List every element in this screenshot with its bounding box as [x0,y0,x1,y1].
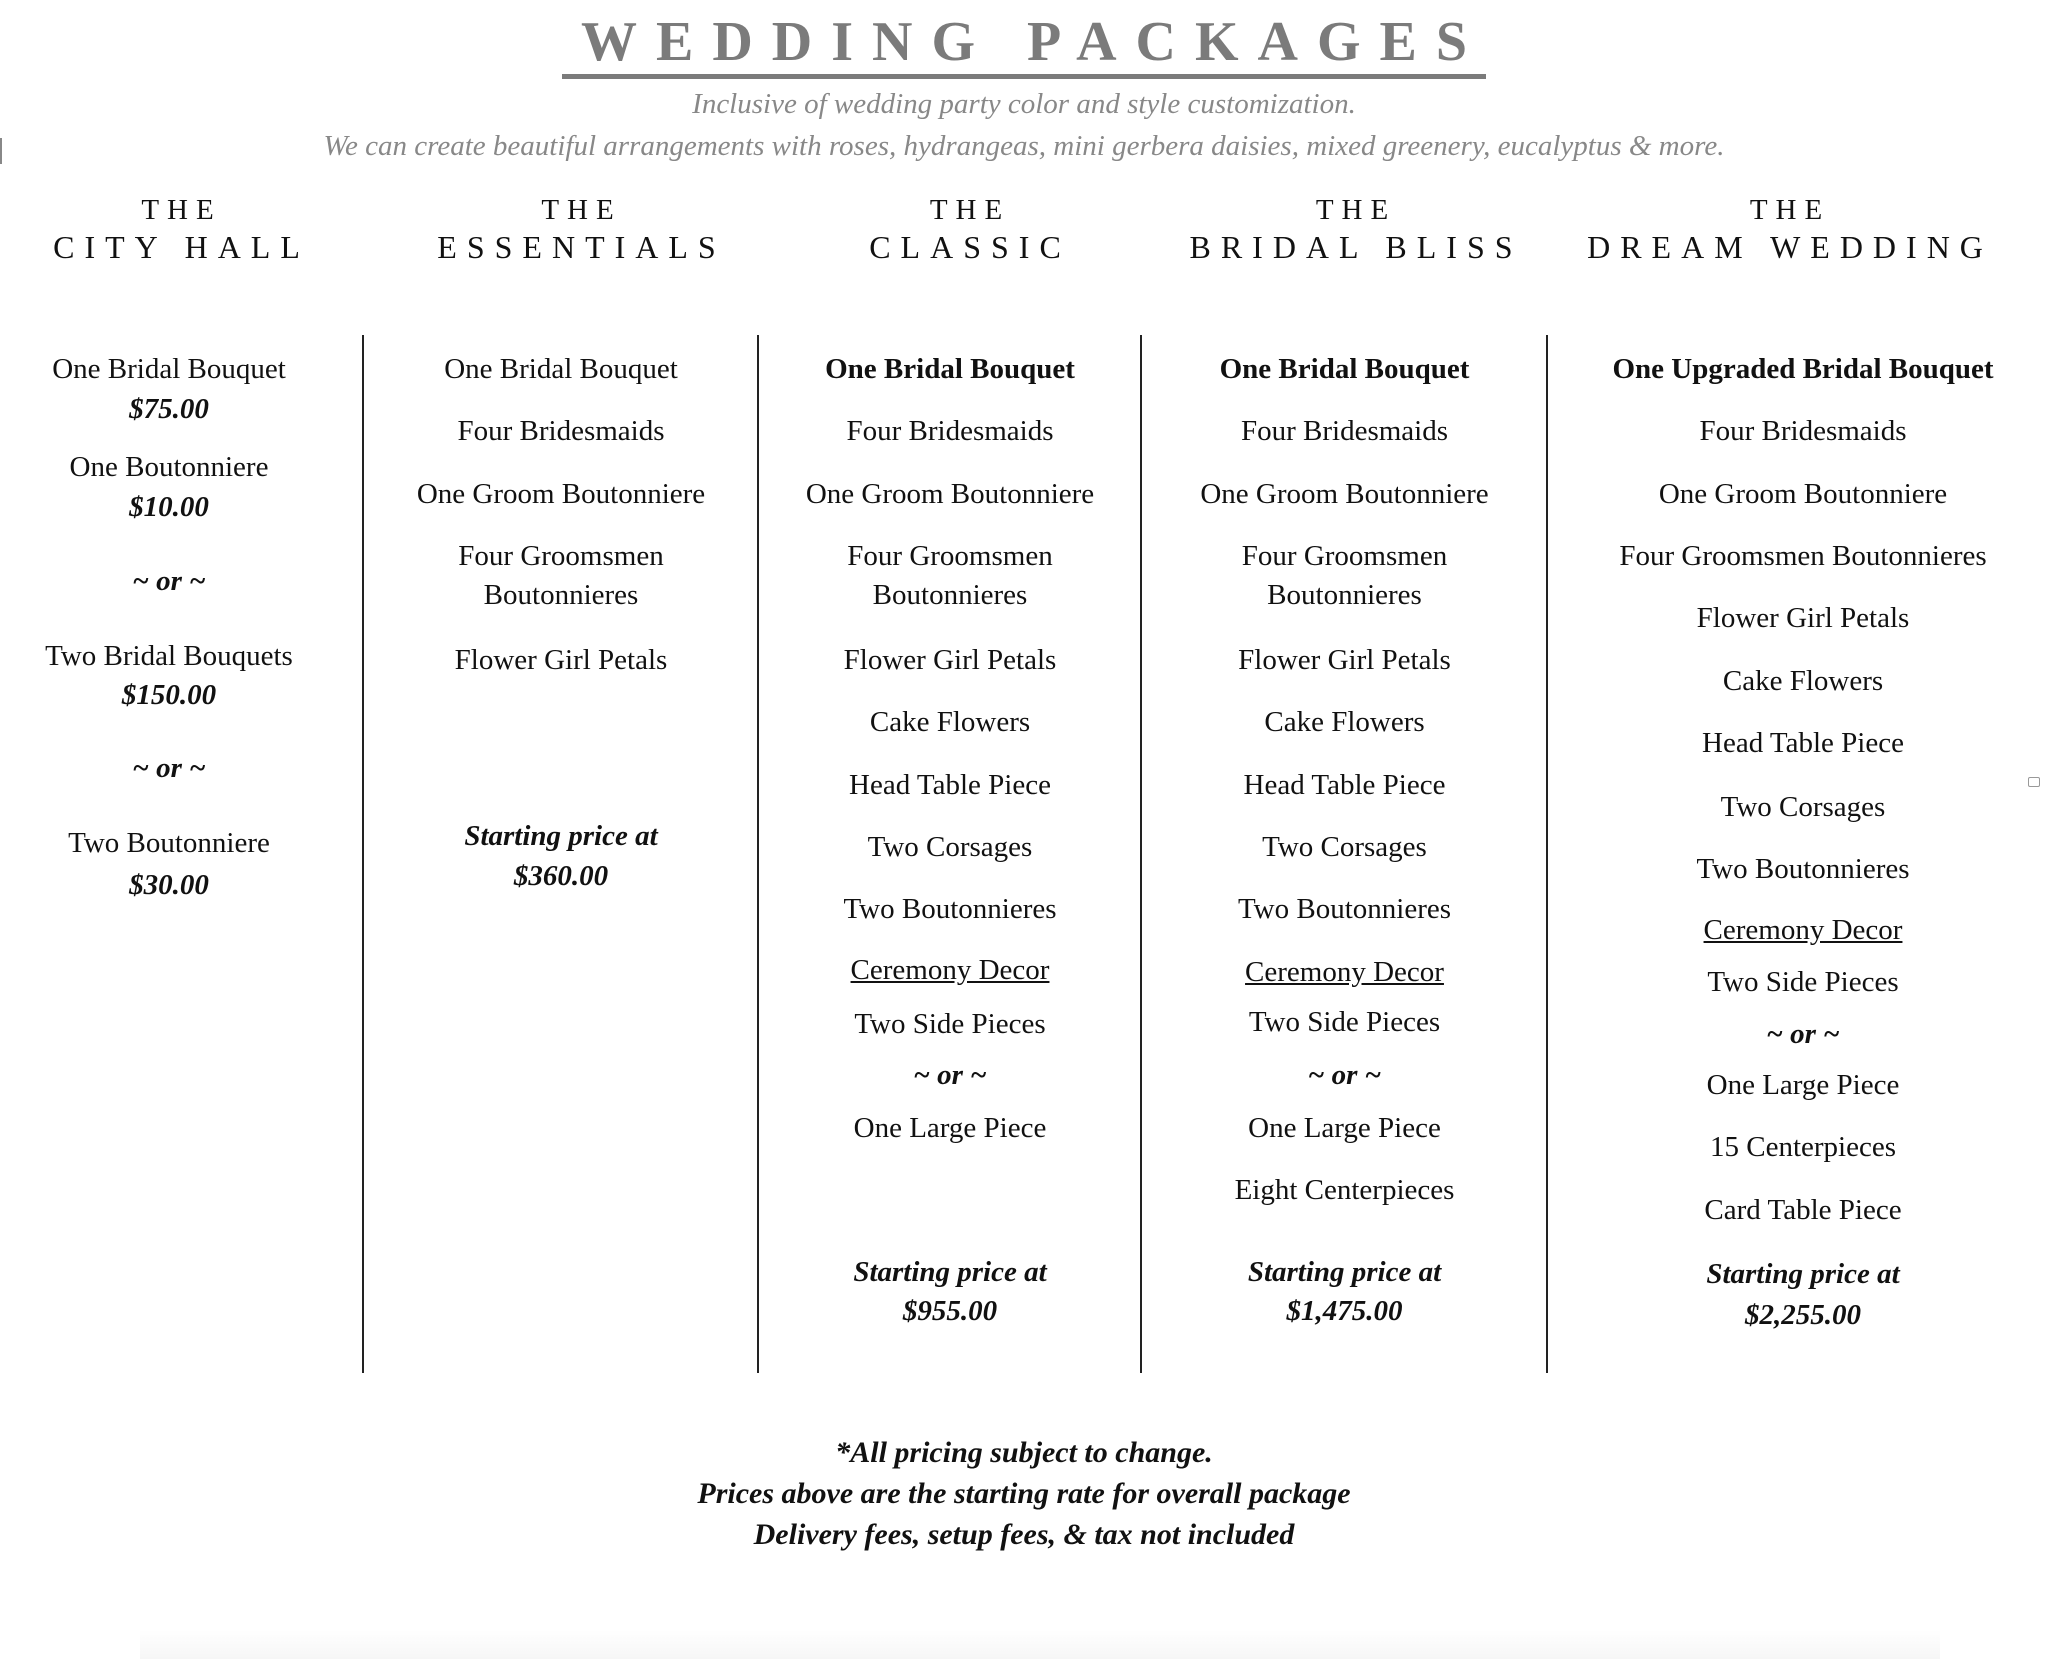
list-item: One Groom Boutonniere [805,478,1095,510]
package-header-essentials [363,190,800,264]
list-item: One Large Piece [1706,1069,1900,1101]
list-item: One Bridal Bouquet [52,353,286,385]
list-item: Flower Girl Petals [454,644,668,676]
package-dream-wedding [1548,335,2048,1375]
starting-price-label: Starting price at [464,820,658,852]
list-item: Two Corsages [1262,831,1427,863]
or-separator: ~ or ~ [1307,1059,1382,1091]
or-separator: ~ or ~ [132,752,206,784]
list-item: Cake Flowers [869,706,1031,738]
disclaimer-line-2: Prices above are the starting rate for overall package [697,1477,1351,1510]
or-separator: ~ or ~ [1766,1018,1840,1050]
anchor-handle-icon[interactable] [2028,777,2040,787]
package-bridal-bliss [1142,335,1547,1375]
or-separator: ~ or ~ [913,1059,987,1091]
header-name: ESSENTIALS [437,229,726,265]
list-item: Two Corsages [1720,791,1886,823]
list-item: Two Boutonnieres [1696,853,1910,885]
list-item: Head Table Piece [1702,727,1904,759]
section-heading: Ceremony Decor [1703,914,1903,946]
list-item: Four Groomsmen Boutonnieres [1619,540,1987,572]
subtitle-customization: Inclusive of wedding party color and style customization. [692,88,1356,120]
header-name: CLASSIC [869,229,1071,265]
list-item: One Bridal Bouquet [1219,353,1470,385]
header-prefix: THE [141,194,222,226]
list-item: Cake Flowers [1722,665,1884,697]
starting-price-label: Starting price at [1706,1258,1900,1290]
list-item: Flower Girl Petals [1238,644,1451,676]
section-ceremony-decor [759,951,1141,989]
list-item: Flower Girl Petals [843,644,1057,676]
list-item: One Large Piece [853,1112,1047,1144]
page-title: WEDDING PACKAGES [562,12,1486,79]
item-price: $150.00 [121,679,217,711]
list-item: Flower Girl Petals [1696,602,1910,634]
pricing-disclaimer [0,1432,2048,1555]
header-name: DREAM WEDDING [1587,229,1993,265]
list-item: Two Boutonniere [68,827,270,859]
list-item: Two Side Pieces [1707,966,1899,998]
package-essentials [364,335,758,1375]
list-item: Cake Flowers [1264,706,1425,738]
list-item: Two Bridal Bouquets [45,640,293,672]
header-name: BRIDAL BLISS [1189,229,1523,265]
starting-price-label: Starting price at [1247,1256,1442,1288]
list-item: Four Groomsmen [458,540,664,572]
package-city-hall [0,335,338,1375]
list-item: One Large Piece [1248,1112,1441,1144]
header-prefix: THE [1749,194,1831,226]
disclaimer-line-1: *All pricing subject to change. [835,1436,1213,1469]
list-item: Four Bridesmaids [846,415,1054,447]
header-prefix: THE [929,194,1011,226]
list-item: One Groom Boutonniere [1200,478,1489,510]
list-item: Four Groomsmen [1241,540,1448,572]
list-item: Four Bridesmaids [457,415,665,447]
page-title-wrap [0,12,2048,79]
header-name: CITY HALL [53,229,310,265]
starting-price-value: $1,475.00 [1286,1295,1403,1327]
package-header-classic [800,190,1140,264]
disclaimer-line-3: Delivery fees, setup fees, & tax not included [753,1518,1295,1551]
list-item: Two Side Pieces [854,1008,1046,1040]
package-classic [759,335,1141,1375]
section-heading: Ceremony Decor [1245,956,1444,988]
list-item: Eight Centerpieces [1234,1174,1455,1206]
list-item: One Bridal Bouquet [444,353,678,385]
header-prefix: THE [1315,194,1397,226]
package-header-bridal-bliss [1150,190,1562,264]
list-item: Four Bridesmaids [1699,415,1907,447]
starting-price-value: $955.00 [902,1295,998,1327]
item-price: $75.00 [129,393,209,425]
list-item: Boutonnieres [1267,579,1422,611]
list-item: Two Boutonnieres [843,893,1057,925]
section-ceremony-decor [1142,953,1547,991]
starting-price-value: $360.00 [513,860,609,892]
list-item: Head Table Piece [849,769,1051,801]
package-header-city-hall [0,190,363,264]
section-ceremony-decor [1548,911,2048,949]
list-item: One Groom Boutonniere [1658,478,1948,510]
text-cursor-marker [0,138,2,164]
list-item: Two Side Pieces [1248,1006,1441,1038]
starting-price-value: $2,255.00 [1745,1299,1861,1331]
list-item: One Bridal Bouquet [825,353,1075,385]
list-item: Four Groomsmen [847,540,1053,572]
list-item: One Boutonniere [69,451,269,483]
list-item: Boutonnieres [872,579,1028,611]
list-item: 15 Centerpieces [1709,1131,1896,1163]
starting-price-label: Starting price at [853,1256,1047,1288]
subtitle-arrangements: We can create beautiful arrangements with roses, hydrangeas, mini gerbera daisies, mixed greenery, eucalyptus & more. [323,130,1725,162]
page-bottom-shadow [140,1630,1940,1659]
list-item: Two Boutonnieres [1237,893,1452,925]
list-item: One Groom Boutonniere [416,478,706,510]
list-item: Four Bridesmaids [1240,415,1449,447]
item-price: $10.00 [129,491,209,523]
package-header-dream-wedding [1570,190,2010,264]
list-item: Boutonnieres [483,579,639,611]
or-separator: ~ or ~ [132,565,206,597]
section-heading: Ceremony Decor [850,954,1050,986]
header-prefix: THE [541,194,622,226]
item-price: $30.00 [129,869,209,901]
list-item: Head Table Piece [1243,769,1446,801]
list-item: One Upgraded Bridal Bouquet [1612,353,1994,385]
list-item: Card Table Piece [1704,1194,1902,1226]
list-item: Two Corsages [867,831,1033,863]
